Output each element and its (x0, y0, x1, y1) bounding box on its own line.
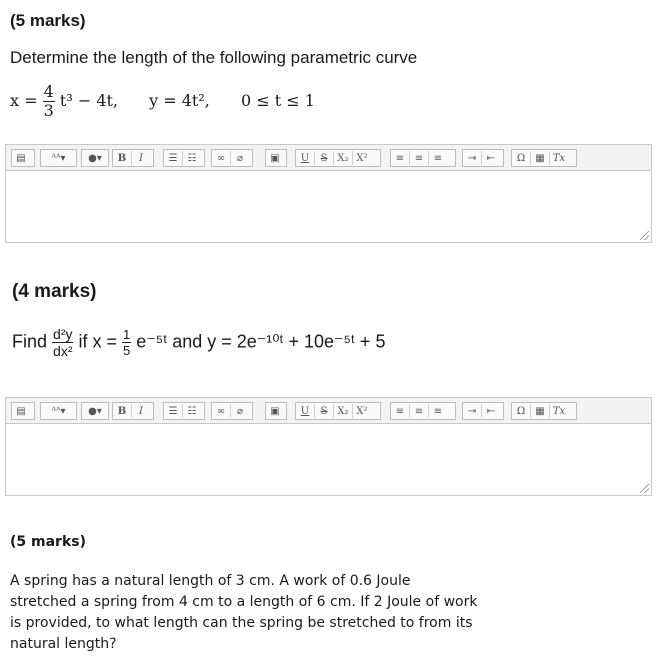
source-icon[interactable]: ▤ (16, 152, 26, 164)
strikethrough-icon[interactable]: S (320, 405, 328, 417)
source-icon[interactable]: ▤ (16, 405, 26, 417)
q1-x-rest: t³ − 4t, (59, 91, 119, 110)
color-icon[interactable]: ●▾ (88, 152, 102, 164)
question-2-prompt (12, 327, 385, 358)
q2-d-num: d²y (53, 326, 73, 342)
q2-d-den: dx² (53, 343, 73, 359)
strikethrough-icon[interactable]: S (320, 152, 328, 164)
align-right-icon[interactable]: ≡ (433, 152, 443, 164)
q2-and-y: and y = 2e⁻¹⁰ᵗ + 10e⁻⁵ᵗ + 5 (172, 331, 386, 352)
omega-icon[interactable]: Ω (516, 152, 526, 164)
editor-2-toolbar (5, 397, 652, 424)
numbered-list-icon[interactable]: ☷ (187, 405, 197, 417)
underline-icon[interactable]: U (300, 152, 310, 164)
q1-x-label: x = (10, 91, 38, 110)
question-2-marks: (4 marks) (12, 281, 97, 302)
link-icon[interactable]: ∞ (216, 152, 226, 164)
answer-editor-2[interactable] (5, 424, 652, 496)
italic-icon[interactable]: I (139, 405, 143, 417)
q2-derivative (52, 327, 73, 358)
bulleted-list-icon[interactable]: ☰ (168, 405, 178, 417)
unlink-icon[interactable]: ⌀ (236, 405, 244, 417)
bulleted-list-icon[interactable]: ☰ (168, 152, 178, 164)
table-icon[interactable]: ▦ (535, 405, 545, 417)
question-3-text: A spring has a natural length of 3 cm. A work of 0.6 Joule stretched a spring from 4 cm to a length of 6 cm. If 2 Joule of work is provided, to what length can the spring be stretched to from its natural length? (10, 573, 478, 652)
align-center-icon[interactable]: ≡ (414, 405, 424, 417)
image-icon[interactable]: ▣ (270, 405, 280, 417)
superscript-icon[interactable]: X² (356, 152, 368, 164)
indent-icon[interactable]: ⇥ (467, 405, 477, 417)
question-1-prompt: Determine the length of the following parametric curve (10, 48, 418, 67)
unlink-icon[interactable]: ⌀ (236, 152, 244, 164)
q2-find: Find (12, 331, 48, 352)
q2-if-x: if x = (78, 331, 118, 352)
font-size-icon[interactable]: ᴬᴬ▾ (51, 405, 66, 417)
q2-frac-num: 1 (123, 327, 131, 342)
question-1-equation (10, 84, 315, 119)
q1-frac-den: 3 (43, 101, 54, 120)
outdent-icon[interactable]: ⇤ (486, 405, 496, 417)
underline-icon[interactable]: U (300, 405, 310, 417)
question-3-marks: (5 marks) (10, 534, 86, 550)
align-center-icon[interactable]: ≡ (414, 152, 424, 164)
q2-frac-den: 5 (123, 343, 131, 358)
outdent-icon[interactable]: ⇤ (486, 152, 496, 164)
table-icon[interactable]: ▦ (535, 152, 545, 164)
font-size-icon[interactable]: ᴬᴬ▾ (51, 152, 66, 164)
clear-format-icon[interactable]: Tx (552, 152, 566, 164)
indent-icon[interactable]: ⇥ (467, 152, 477, 164)
q1-y-expr: y = 4t², (149, 91, 210, 110)
align-left-icon[interactable]: ≡ (395, 152, 405, 164)
bold-icon[interactable]: B (117, 152, 127, 164)
q1-fraction (43, 84, 55, 119)
subscript-icon[interactable]: X₂ (337, 405, 349, 417)
question-1-marks: (5 marks) (10, 11, 86, 30)
align-left-icon[interactable]: ≡ (395, 405, 405, 417)
align-right-icon[interactable]: ≡ (433, 405, 443, 417)
resize-grip-icon[interactable] (640, 484, 649, 493)
clear-format-icon[interactable]: Tx (552, 405, 566, 417)
editor-1-toolbar (5, 144, 652, 171)
q2-fraction (122, 328, 131, 357)
q1-range: 0 ≤ t ≤ 1 (240, 91, 315, 110)
q1-frac-num: 4 (43, 82, 54, 101)
subscript-icon[interactable]: X₂ (337, 152, 349, 164)
omega-icon[interactable]: Ω (516, 405, 526, 417)
superscript-icon[interactable]: X² (356, 405, 368, 417)
italic-icon[interactable]: I (139, 152, 143, 164)
q2-x-rest: e⁻⁵ᵗ (136, 331, 168, 352)
image-icon[interactable]: ▣ (270, 152, 280, 164)
numbered-list-icon[interactable]: ☷ (187, 152, 197, 164)
resize-grip-icon[interactable] (640, 231, 649, 240)
answer-editor-1[interactable] (5, 171, 652, 243)
link-icon[interactable]: ∞ (216, 405, 226, 417)
bold-icon[interactable]: B (117, 405, 127, 417)
color-icon[interactable]: ●▾ (88, 405, 102, 417)
